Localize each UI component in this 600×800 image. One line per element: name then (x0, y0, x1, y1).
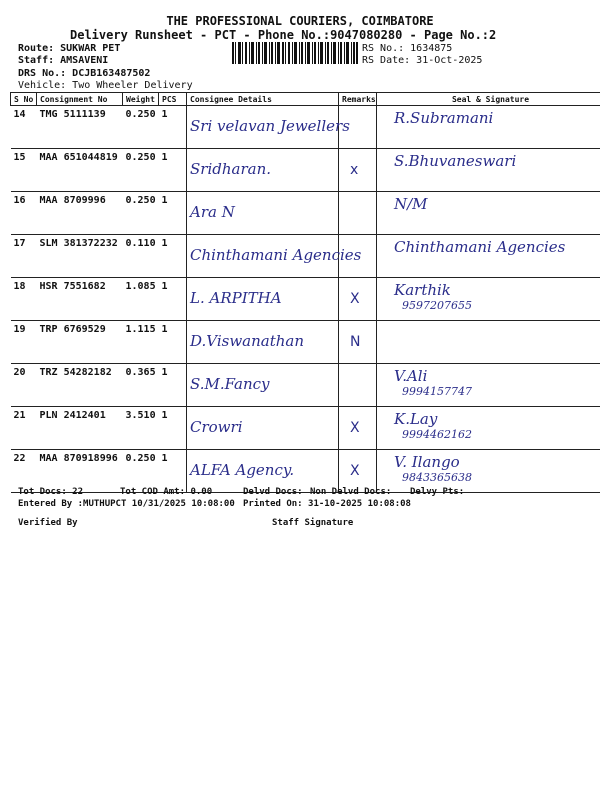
cell-sno (11, 321, 37, 364)
runsheet-table (10, 92, 600, 493)
cell-weight-text: 0.250 (125, 453, 156, 464)
cell-weight (123, 364, 159, 407)
table-row (11, 235, 600, 278)
cell-consignment-text: TRP 6769529 (39, 324, 106, 335)
handwritten-consignee: ALFA Agency. (190, 461, 295, 479)
cell-pcs-text: 1 (161, 195, 168, 206)
cell-consignment-text: PLN 2412401 (39, 410, 106, 421)
cell-weight (123, 407, 159, 450)
remark-mark: x (350, 162, 359, 178)
cell-sno (11, 235, 37, 278)
printed-on: Printed On: 31-10-2025 10:08:08 (243, 499, 411, 509)
handwritten-signature: V.Ali (394, 367, 428, 385)
cell-consignee (187, 407, 339, 450)
handwritten-signature: Karthik (394, 281, 451, 299)
handwritten-consignee: S.M.Fancy (190, 375, 270, 393)
cell-remarks (339, 407, 377, 450)
cell-sno-text: 21 (13, 410, 26, 421)
cell-weight-text: 1.115 (125, 324, 156, 335)
cell-consignment (37, 235, 123, 278)
cell-weight (123, 192, 159, 235)
barcode (232, 42, 358, 64)
handwritten-signature: S.Bhuvaneswari (394, 152, 517, 170)
cell-weight (123, 106, 159, 149)
table-row (11, 407, 600, 450)
handwritten-consignee: Sri velavan Jewellers (190, 117, 350, 135)
cell-consignment-text: MAA 651044819 (39, 152, 118, 163)
col-consignment: Consignment No (37, 93, 123, 106)
cell-weight-text: 0.365 (125, 367, 156, 378)
cell-pcs-text: 1 (161, 152, 168, 163)
col-weight: Weight (123, 93, 159, 106)
tot-docs: Tot Docs: 22 (18, 487, 84, 497)
cell-seal (377, 321, 600, 364)
cell-seal (377, 278, 600, 321)
cell-pcs-text: 1 (161, 281, 168, 292)
cell-seal (377, 407, 600, 450)
cell-pcs-text: 1 (161, 324, 168, 335)
table-row (11, 364, 600, 407)
table-row (11, 450, 600, 493)
cell-consignment-text: SLM 381372232 (39, 238, 118, 249)
cell-seal (377, 364, 600, 407)
drs-no: DRS No.: DCJB163487502 (18, 68, 151, 79)
verified-by: Verified By (18, 518, 78, 528)
remark-mark: X (350, 291, 360, 307)
cell-pcs-text: 1 (161, 410, 168, 421)
cell-consignment (37, 321, 123, 364)
vehicle: Vehicle: Two Wheeler Delivery (18, 80, 193, 91)
cell-sno (11, 106, 37, 149)
cell-weight-text: 0.250 (125, 152, 156, 163)
table-row (11, 192, 600, 235)
cell-weight (123, 235, 159, 278)
tot-cod: Tot COD Amt: 0.00 (120, 487, 213, 497)
cell-weight (123, 149, 159, 192)
cell-weight-text: 0.250 (125, 109, 156, 120)
cell-pcs (159, 235, 187, 278)
cell-consignee (187, 321, 339, 364)
cell-remarks (339, 321, 377, 364)
col-sno: S No (11, 93, 37, 106)
cell-consignment-text: MAA 870918996 (39, 453, 118, 464)
cell-sno-text: 22 (13, 453, 26, 464)
handwritten-signature: Chinthamani Agencies (394, 238, 566, 256)
cell-seal (377, 235, 600, 278)
delvd-docs: Delvd Docs: (243, 487, 303, 497)
cell-consignment (37, 278, 123, 321)
cell-sno-text: 17 (13, 238, 26, 249)
handwritten-phone: 9597207655 (402, 299, 472, 312)
table-row (11, 321, 600, 364)
handwritten-consignee: Crowri (190, 418, 243, 436)
cell-pcs-text: 1 (161, 109, 168, 120)
cell-weight-text: 1.085 (125, 281, 156, 292)
route: Route: SUKWAR PET (18, 43, 121, 54)
cell-weight-text: 3.510 (125, 410, 156, 421)
cell-sno (11, 149, 37, 192)
col-consignee: Consignee Details (187, 93, 339, 106)
cell-consignment (37, 149, 123, 192)
handwritten-consignee: Sridharan. (190, 160, 271, 178)
runsheet-subtitle: Delivery Runsheet - PCT - Phone No.:9047080280 - Page No.:2 (70, 28, 497, 42)
handwritten-consignee: D.Viswanathan (190, 332, 305, 350)
cell-sno-text: 19 (13, 324, 26, 335)
cell-consignment-text: TMG 5111139 (39, 109, 106, 120)
cell-pcs-text: 1 (161, 367, 168, 378)
rs-date: RS Date: 31-Oct-2025 (362, 55, 483, 66)
col-seal: Seal & Signature (377, 93, 600, 106)
cell-pcs (159, 278, 187, 321)
cell-pcs (159, 192, 187, 235)
cell-sno-text: 14 (13, 109, 26, 120)
cell-pcs (159, 407, 187, 450)
table-header-row (11, 93, 600, 106)
table-row (11, 278, 600, 321)
handwritten-consignee: L. ARPITHA (190, 289, 282, 307)
cell-sno-text: 20 (13, 367, 26, 378)
handwritten-signature: K.Lay (394, 410, 438, 428)
cell-sno-text: 15 (13, 152, 26, 163)
col-remarks: Remarks (339, 93, 377, 106)
handwritten-phone: 9994157747 (402, 385, 472, 398)
cell-remarks (339, 192, 377, 235)
staff: Staff: AMSAVENI (18, 55, 109, 66)
delvy-pts: Delvy Pts: (410, 487, 465, 497)
cell-sno (11, 278, 37, 321)
cell-sno-text: 18 (13, 281, 26, 292)
rs-no: RS No.: 1634875 (362, 43, 453, 54)
cell-weight (123, 321, 159, 364)
cell-remarks (339, 364, 377, 407)
cell-sno (11, 364, 37, 407)
handwritten-phone: 9843365638 (402, 471, 472, 484)
cell-consignment (37, 192, 123, 235)
handwritten-signature: R.Subramani (394, 109, 494, 127)
handwritten-consignee: Chinthamani Agencies (190, 246, 362, 264)
cell-consignment (37, 364, 123, 407)
cell-remarks (339, 278, 377, 321)
cell-pcs (159, 149, 187, 192)
cell-weight (123, 278, 159, 321)
table-row (11, 106, 600, 149)
handwritten-signature: V. Ilango (394, 453, 460, 471)
staff-signature: Staff Signature (272, 518, 354, 528)
cell-seal (377, 106, 600, 149)
handwritten-phone: 9994462162 (402, 428, 472, 441)
remark-mark: X (350, 420, 360, 436)
cell-consignment (37, 106, 123, 149)
cell-sno-text: 16 (13, 195, 26, 206)
cell-consignment-text: TRZ 54282182 (39, 367, 112, 378)
cell-seal (377, 149, 600, 192)
non-delvd-docs: Non Delvd Docs: (310, 487, 392, 497)
cell-pcs (159, 106, 187, 149)
cell-consignee (187, 364, 339, 407)
handwritten-signature: N/M (394, 195, 428, 213)
cell-pcs-text: 1 (161, 453, 168, 464)
cell-weight-text: 0.110 (125, 238, 156, 249)
cell-consignee (187, 192, 339, 235)
entered-by: Entered By :MUTHUPCT 10/31/2025 10:08:00 (18, 499, 235, 509)
cell-consignee (187, 235, 362, 278)
cell-sno (11, 407, 37, 450)
cell-consignment-text: HSR 7551682 (39, 281, 106, 292)
cell-pcs (159, 321, 187, 364)
handwritten-consignee: Ara N (190, 203, 235, 221)
col-pcs: PCS (159, 93, 187, 106)
cell-remarks (339, 149, 377, 192)
cell-pcs (159, 364, 187, 407)
cell-consignment (37, 407, 123, 450)
cell-seal (377, 192, 600, 235)
cell-pcs-text: 1 (161, 238, 168, 249)
cell-consignee (187, 278, 339, 321)
cell-consignee (187, 149, 339, 192)
remark-mark: N (350, 334, 361, 350)
cell-consignment-text: MAA 8709996 (39, 195, 106, 206)
cell-sno (11, 192, 37, 235)
cell-consignee (187, 106, 350, 149)
company-title: THE PROFESSIONAL COURIERS, COIMBATORE (166, 14, 434, 28)
table-row (11, 149, 600, 192)
remark-mark: X (350, 463, 360, 479)
cell-weight-text: 0.250 (125, 195, 156, 206)
